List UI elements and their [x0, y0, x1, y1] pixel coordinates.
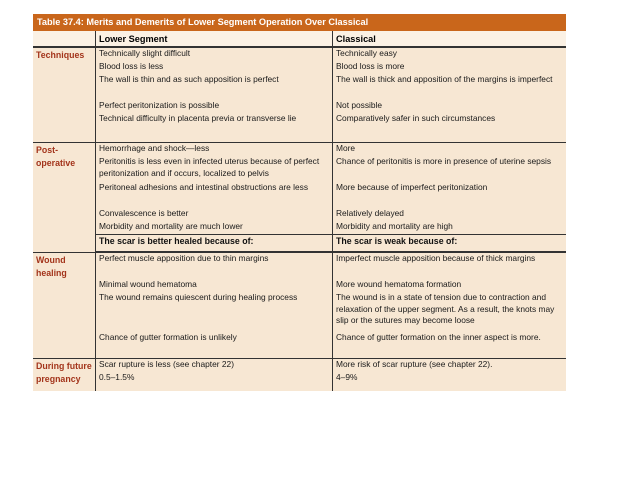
header-cell-empty [33, 31, 95, 46]
classical-cell: 4–9% [332, 372, 566, 385]
classical-cell: Not possible [332, 100, 566, 113]
section-rows [95, 48, 566, 142]
classical-cell: The scar is weak because of: [332, 235, 566, 252]
table-row [95, 292, 566, 332]
table-section [33, 252, 566, 358]
section-label: During future pregnancy [36, 361, 92, 384]
classical-cell: Imperfect muscle apposition because of thick margins [332, 253, 566, 279]
header-lower-segment: Lower Segment [95, 31, 332, 46]
classical-cell: More because of imperfect peritonization [332, 182, 566, 208]
classical-cell: Chance of gutter formation on the inner aspect is more. [332, 332, 566, 358]
classical-cell: The wall is thick and apposition of the margins is imperfect [332, 74, 566, 100]
lower-segment-cell: The scar is better healed because of: [95, 235, 332, 252]
table-section [33, 358, 566, 391]
classical-cell: The wound is in a state of tension due to contraction and relaxation of the upper segment. As a result, the knots may slip or the sutures may become loose [332, 292, 566, 332]
lower-segment-cell: Hemorrhage and shock—less [95, 143, 332, 156]
table-row [95, 61, 566, 74]
table-row [95, 359, 566, 372]
lower-segment-cell: Peritonitis is less even in infected uterus because of perfect peritonization and if occurs, localized to pelvis [95, 156, 332, 182]
lower-segment-cell: Minimal wound hematoma [95, 279, 332, 292]
lower-segment-cell: Perfect peritonization is possible [95, 100, 332, 113]
table-subheader-row [95, 234, 566, 252]
table-row [95, 253, 566, 279]
merits-demerits-table [33, 14, 566, 391]
classical-cell: More [332, 143, 566, 156]
section-rows [95, 143, 566, 252]
classical-cell: Technically easy [332, 48, 566, 61]
table-section [33, 142, 566, 252]
lower-segment-cell: Technical difficulty in placenta previa or transverse lie [95, 113, 332, 139]
lower-segment-cell: Perfect muscle apposition due to thin margins [95, 253, 332, 279]
table-row [95, 100, 566, 113]
section-label: Post-operative [36, 145, 76, 168]
table-row [95, 332, 566, 358]
classical-cell: Comparatively safer in such circumstances [332, 113, 566, 139]
table-row [95, 143, 566, 156]
table-row [95, 48, 566, 61]
classical-cell: Chance of peritonitis is more in presence of uterine sepsis [332, 156, 566, 182]
lower-segment-cell: Convalescence is better [95, 208, 332, 221]
section-label: Wound healing [36, 255, 67, 278]
table-row [95, 221, 566, 234]
lower-segment-cell: Peritoneal adhesions and intestinal obstructions are less [95, 182, 332, 208]
section-label: Techniques [36, 50, 85, 60]
lower-segment-cell: Chance of gutter formation is unlikely [95, 332, 332, 358]
classical-cell: Morbidity and mortality are high [332, 221, 566, 234]
classical-cell: Blood loss is more [332, 61, 566, 74]
section-spacer [95, 385, 566, 391]
table-row [95, 74, 566, 100]
classical-cell: Relatively delayed [332, 208, 566, 221]
section-rows [95, 359, 566, 391]
classical-cell: More risk of scar rupture (see chapter 22). [332, 359, 566, 372]
header-classical: Classical [332, 31, 566, 46]
table-row [95, 156, 566, 182]
table-row [95, 182, 566, 208]
lower-segment-cell: The wall is thin and as such apposition is perfect [95, 74, 332, 100]
lower-segment-cell: 0.5–1.5% [95, 372, 332, 385]
classical-cell: More wound hematoma formation [332, 279, 566, 292]
lower-segment-cell: Scar rupture is less (see chapter 22) [95, 359, 332, 372]
table-header-row [33, 31, 566, 47]
section-spacer [95, 139, 566, 142]
table-caption: Table 37.4: Merits and Demerits of Lower Segment Operation Over Classical [33, 14, 566, 31]
table-row [95, 372, 566, 385]
table-row [95, 279, 566, 292]
table-section [33, 47, 566, 142]
lower-segment-cell: Blood loss is less [95, 61, 332, 74]
lower-segment-cell: The wound remains quiescent during healing process [95, 292, 332, 332]
section-rows [95, 253, 566, 358]
table-row [95, 113, 566, 139]
lower-segment-cell: Technically slight difficult [95, 48, 332, 61]
table-row [95, 208, 566, 221]
lower-segment-cell: Morbidity and mortality are much lower [95, 221, 332, 234]
